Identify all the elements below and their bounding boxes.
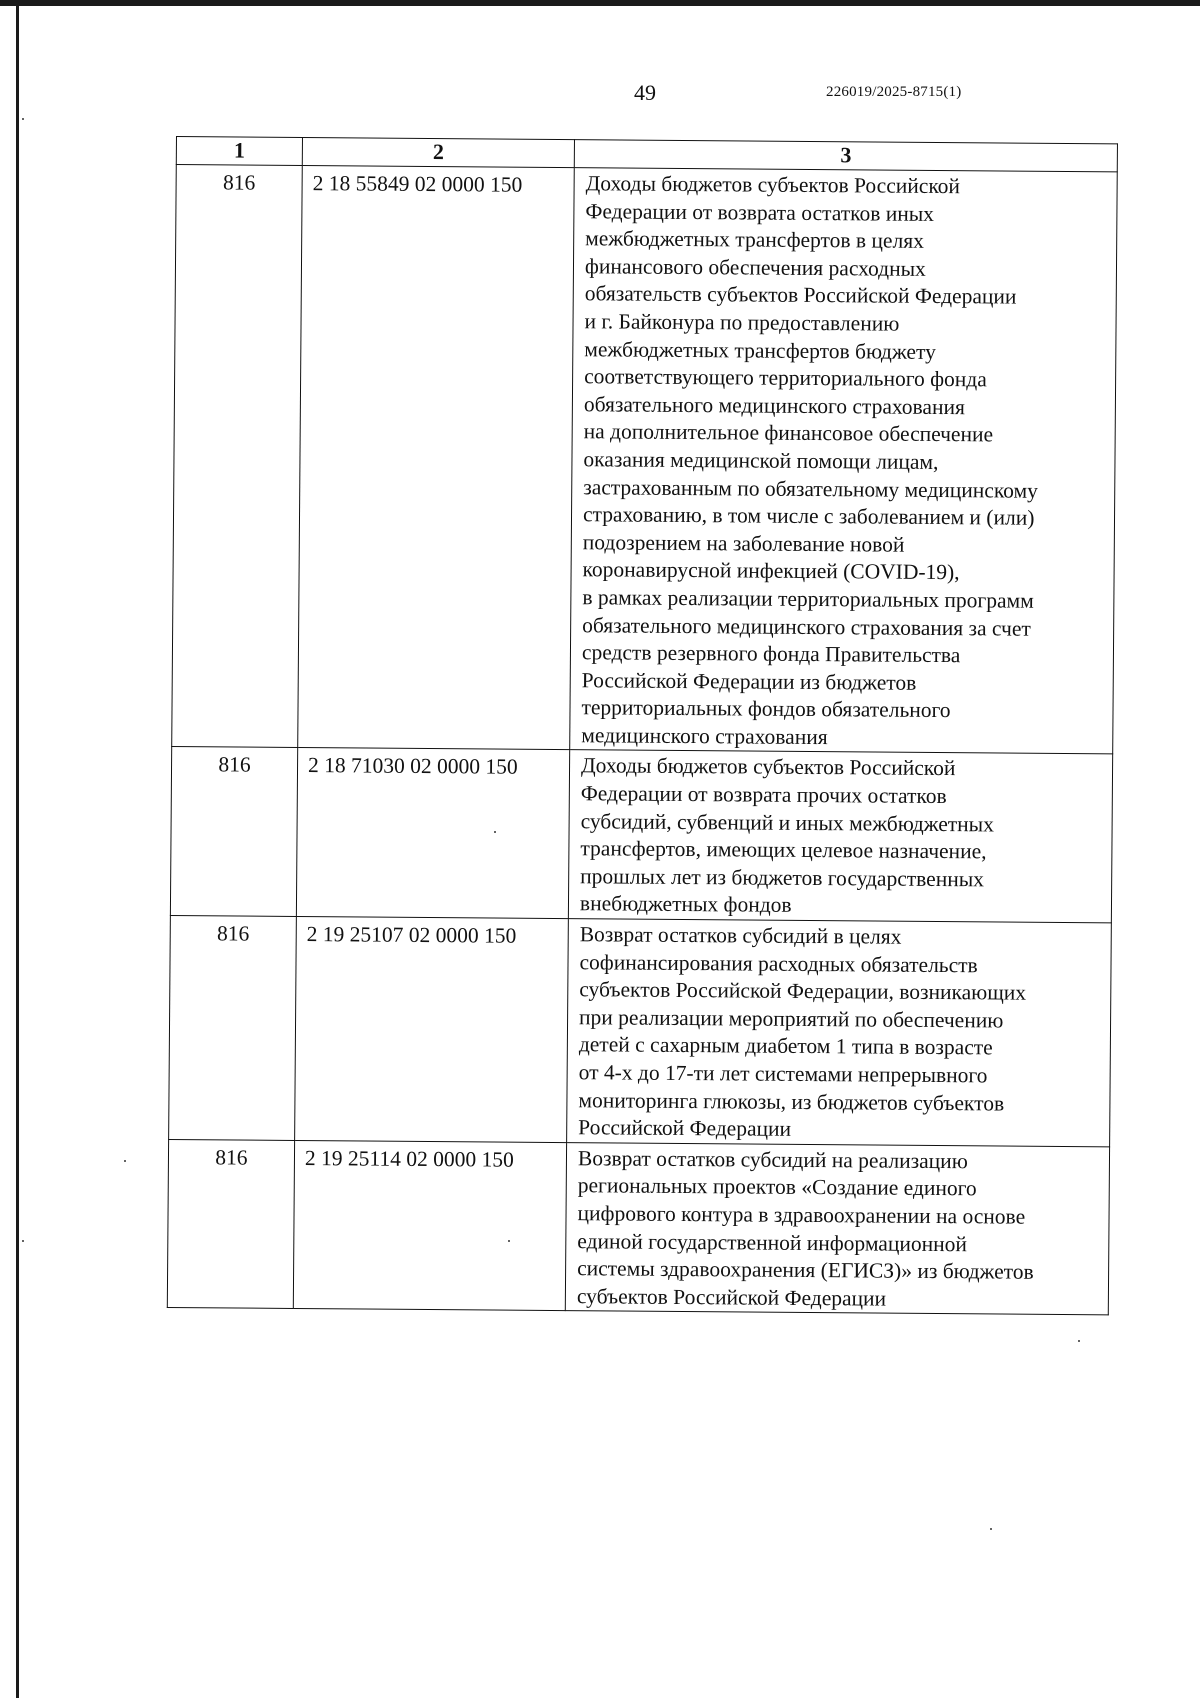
cell-budget-code: 2 18 71030 02 0000 150 bbox=[296, 748, 569, 919]
description-line: при реализации мероприятий по обеспечению bbox=[578, 1005, 1004, 1033]
description-line: территориальных фондов обязательного bbox=[581, 695, 951, 723]
description-line: региональных проектов «Создание единого bbox=[577, 1173, 977, 1201]
description-line: трансфертов, имеющих целевое назначение, bbox=[580, 836, 987, 864]
page-number: 49 bbox=[634, 80, 656, 105]
description-line: софинансирования расходных обязательств bbox=[579, 949, 978, 977]
cell-description bbox=[567, 919, 1112, 1147]
description-line: обязательств субъектов Российской Федерации bbox=[584, 281, 1017, 309]
description-line: Российской Федерации из бюджетов bbox=[581, 667, 917, 695]
description-line: Доходы бюджетов субъектов Российской bbox=[580, 753, 956, 781]
description-line: средств резервного фонда Правительства bbox=[581, 640, 961, 668]
description-line: субъектов Российской Федерации bbox=[576, 1283, 887, 1311]
table-row bbox=[170, 747, 1112, 923]
description-line: прошлых лет из бюджетов государственных bbox=[580, 864, 985, 892]
scan-speck bbox=[990, 1528, 992, 1530]
description-line: межбюджетных трансфертов в целях bbox=[585, 226, 924, 254]
description-line: соответствующего территориального фонда bbox=[584, 364, 987, 392]
description-line: Российской Федерации bbox=[578, 1115, 792, 1142]
description-line: подозрением на заболевание новой bbox=[582, 529, 905, 557]
description-line: Доходы бюджетов субъектов Российской bbox=[585, 171, 961, 199]
description-line: на дополнительное финансовое обеспечение bbox=[583, 419, 994, 447]
table-row bbox=[169, 916, 1112, 1147]
scan-left-border bbox=[16, 0, 19, 1698]
description-line: и г. Байконура по предоставлению bbox=[584, 309, 900, 336]
description-line: единой государственной информационной bbox=[577, 1228, 968, 1256]
description-line: мониторинга глюкозы, из бюджетов субъектов bbox=[578, 1087, 1005, 1116]
description-line: застрахованным по обязательному медицинскому bbox=[583, 474, 1039, 503]
table-row bbox=[167, 1139, 1109, 1315]
description-line: субъектов Российской Федерации, возникающих bbox=[579, 977, 1027, 1005]
cell-budget-code: 2 19 25107 02 0000 150 bbox=[295, 917, 569, 1143]
description-line: Федерации от возврата прочих остатков bbox=[580, 781, 947, 809]
scan-speck bbox=[22, 1240, 24, 1242]
table-row bbox=[172, 165, 1118, 755]
header-col-2: 2 bbox=[302, 137, 574, 167]
cell-description bbox=[570, 168, 1118, 755]
description-line: детей с сахарным диабетом 1 типа в возрасте bbox=[578, 1032, 993, 1060]
document-id: 226019/2025-8715(1) bbox=[826, 84, 962, 100]
description-line: Возврат остатков субсидий в целях bbox=[579, 922, 902, 949]
description-line: оказания медицинской помощи лицам, bbox=[583, 447, 939, 474]
cell-admin-code: 816 bbox=[172, 165, 303, 748]
description-line: межбюджетных трансфертов бюджету bbox=[584, 336, 937, 364]
description-line: финансового обеспечения расходных bbox=[584, 253, 926, 281]
description-line: внебюджетных фондов bbox=[579, 891, 792, 918]
description-line: Возврат остатков субсидий на реализацию bbox=[577, 1145, 968, 1174]
description-line: субсидий, субвенций и иных межбюджетных bbox=[580, 808, 995, 837]
cell-admin-code: 816 bbox=[167, 1139, 294, 1309]
scan-speck bbox=[22, 118, 24, 120]
description-line: системы здравоохранения (ЕГИСЗ)» из бюджетов bbox=[577, 1256, 1034, 1284]
cell-description bbox=[568, 750, 1112, 923]
cell-description bbox=[565, 1142, 1109, 1315]
cell-admin-code: 816 bbox=[170, 747, 297, 917]
description-line: Федерации от возврата остатков иных bbox=[585, 198, 935, 226]
description-line: коронавирусной инфекцией (COVID-19), bbox=[582, 557, 960, 585]
description-line: в рамках реализации территориальных программ bbox=[582, 585, 1034, 613]
cell-budget-code: 2 19 25114 02 0000 150 bbox=[293, 1140, 566, 1311]
header-col-3: 3 bbox=[574, 140, 1117, 172]
cell-admin-code: 816 bbox=[169, 916, 297, 1141]
scan-speck bbox=[124, 1160, 126, 1162]
cell-budget-code: 2 18 55849 02 0000 150 bbox=[298, 165, 575, 750]
description-line: медицинского страхования bbox=[581, 723, 828, 750]
description-line: от 4-х до 17-ти лет системами непрерывного bbox=[578, 1060, 988, 1088]
budget-codes-table bbox=[167, 136, 1118, 1316]
scan-speck bbox=[1078, 1340, 1080, 1342]
description-line: цифрового контура в здравоохранении на основе bbox=[577, 1201, 1026, 1229]
description-line: обязательного медицинского страхования за счет bbox=[582, 612, 1031, 641]
header-col-1: 1 bbox=[176, 137, 302, 166]
description-line: обязательного медицинского страхования bbox=[583, 391, 966, 419]
scan-top-border bbox=[0, 0, 1200, 6]
description-line: страхованию, в том числе с заболеванием и (или) bbox=[582, 502, 1035, 530]
